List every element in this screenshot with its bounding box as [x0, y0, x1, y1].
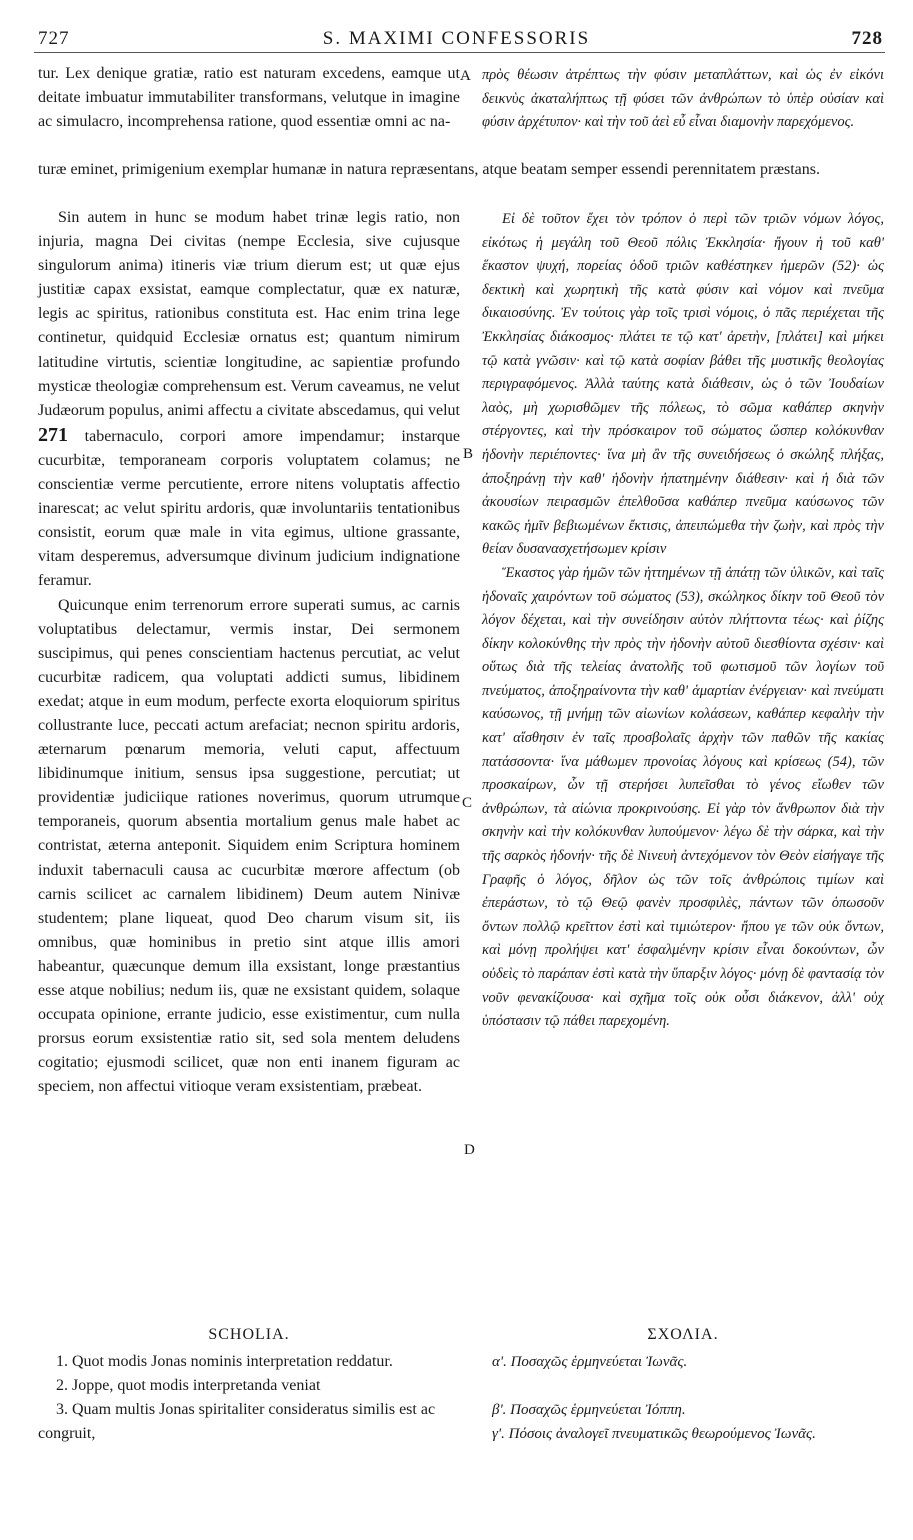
scholia-latin-heading: SCHOLIA.: [208, 1326, 290, 1343]
scholia-latin-item-3: 3. Quam multis Jonas spiritaliter consideratus similis est ac congruit,: [38, 1401, 436, 1443]
latin-paragraph-1-a: Sin autem in hunc se modum habet trinæ legis ratio, non injuria, magna Dei civitas (nempe Ecclesia, sive cujusque singulorum anima) itineris viæ trium dierum est; ut quæ ejus justitiæ capax exsistat, eamque complectatur, quæ ex naturæ, legis ac spiritus, rationibus constituta est. Hac enim trina lege continetur, quidquid Ecclesiæ ornatus est; quantum nimirum latitudine virtutis, scientiæ longitudine, ac sapientiæ profundo mysticæ theologiæ comprehensum est. Verum caveamus, ne velut Judæorum populus, animi affectu a civitate abscedamus, qui velut: [38, 209, 460, 419]
margin-letter-c: C: [462, 795, 473, 811]
latin-top-text: tur. Lex denique gratiæ, ratio est naturam excedens, eamque ut deitate imbuatur immutabiliter transformans, velutque in imagine ac simulacro, incomprehensa ratione, quod essentiæ omni ac na-: [38, 65, 460, 131]
latin-paragraph-1-b: tabernaculo, corpori amore impendamur; instarque cucurbitæ, temporaneam corporis voluptatem colamus; ne conscientiæ verme percutiente, errore nitens voluptatis affectio inarescat; ac velut spiritu ardoris, quæ involuntariis tentationibus consistit, eorum quæ male in vita egimus, ultione grassante, vitam desperemus, adversumque divinum judicium indignatione feramur.: [38, 427, 461, 590]
greek-top-continuation: [482, 64, 884, 135]
latin-spanning-lines: [38, 158, 884, 182]
scholia-greek-item-3: γ'. Πόσοις ἀναλογεῖ πνευματικῶς θεωρούμενος Ἰωνᾶς.: [492, 1426, 816, 1443]
greek-paragraph-2: Ἕκαστος γὰρ ἡμῶν τῶν ἡττημένων τῇ ἀπάτῃ τῶν ὑλικῶν, καὶ ταῖς ἡδοναῖς χαιρόντων τοῦ σώματος (53), σκώληκος δίκην τοῦ Θεοῦ τὸν λόγον δέχεται, καὶ τὴν συνείδησιν αὐτὸν πλήττοντα τέως· καὶ ῥίζης δίκην κολοκύνθης τὴν πρὸς τὴν ἡδονὴν αὐτοῦ διεσθίοντα σχέσιν· καὶ οὕτως διὰ τῆς τελείας ἀνατολῆς τοῦ φωτισμοῦ τῶν λογίων τοῦ πνεύματος, ἀποξηραίνοντα τὴν καθ' ἁμαρτίαν ἐνέργειαν· καὶ πνεύματι καύσωνος, τῇ μνήμῃ τῶν αἰωνίων κολάσεων, καθάπερ κεφαλὴν τὴν κατ' αἴσθησιν ἐν ταῖς προσβολαῖς ἀρχὴν τῶν παθῶν τῆς κακίας πατάσσοντα· ἵνα μάθωμεν προνοίας λόγους καὶ κρίσεως (54), τῶν προσκαίρων, ὧν τῇ στερήσει λυπεῖσθαι τὸ γένος εἴωθεν τῶν ἀνθρώπων, τὰ αἰώνια προκρινούσης. Εἰ γὰρ τὸν ἄνθρωπον διὰ τὴν σκηνὴν καὶ τὴν κολόκυνθαν λυπούμενον· λέγω δὲ τὴν σάρκα, καὶ τὴν τῆς σαρκὸς ἡδονήν· τῆς δὲ Νινευὴ ἀντεχόμενον τὸν Θεὸν εἰσήγαγε τῆς Γραφῆς ὁ λόγος, δῆλον ὡς τῶν τοῖς ἀνθρώποις τιμίων καὶ ἐπεράστων, τὸ τῷ Θεῷ φανὲν προσφιλὲς, πάντων τῶν ὁπωσοῦν ὄντων πολλῷ κρεῖττον ἐστὶ καὶ τιμιώτερον· ἤπου γε τῶν οὐκ ὄντων, καὶ μόνῃ προλήψει κατ' ἐσφαλμένην κρίσιν εἶναι δοκούντων, ὧν οὐδεὶς τὸ παράπαν ἐστὶ κατὰ τὴν ὕπαρξιν λόγος· μόνῃ δὲ φαντασίᾳ τὸν νοῦν φενακίζουσα· καὶ σχῆμα τοῖς οὐκ οὖσι διάκενον, ἀλλ' οὐχ ὑπόστασιν τῷ πάθει παρεχομένη.: [482, 564, 884, 1030]
scholia-latin-item-1: 1. Quot modis Jonas nominis interpretation reddatur.: [56, 1353, 393, 1370]
latin-paragraph-1: [38, 206, 460, 594]
page-number-right: 728: [851, 28, 883, 49]
header-rule: [34, 52, 885, 53]
greek-column: [482, 208, 884, 1034]
scholia-greek-item-2: β'. Ποσαχῶς ἑρμηνεύεται Ἰόππη.: [492, 1402, 686, 1419]
scholia-latin-list: [38, 1350, 460, 1446]
scholia-greek-heading: ΣΧΟΛΙΑ.: [647, 1326, 719, 1343]
latin-top-continuation: [38, 62, 460, 134]
scholia-greek-list: [492, 1350, 884, 1446]
greek-paragraph-1: Εἰ δὲ τοῦτον ἔχει τὸν τρόπον ὁ περὶ τῶν τριῶν νόμων λόγος, εἰκότως ἡ μεγάλη τοῦ Θεοῦ πόλις Ἐκκλησία· ἤγουν ἡ τοῦ καθ' ἕκαστον ψυχή, πορείας ὁδοῦ τριῶν καθέστηκεν ἡμερῶν (52)· ὡς δεκτικὴ καὶ χωρητικὴ τῆς κατὰ φύσιν καὶ νόμον καὶ πνεῦμα δικαιοσύνης. Ἐν τούτοις γὰρ τοῖς τρισὶ νόμοις, ὁ πᾶς περιέχεται τῆς Ἐκκλησίας διάκοσμος· πλάτει τε τῷ κατ' ἀρετὴν, [πλάτει] καὶ μήκει τῷ κατὰ γνῶσιν· καὶ τῷ κατὰ σοφίαν βάθει τῆς μυστικῆς θεολογίας περιγραφόμενος. Ἀλλὰ ταύτης κατὰ διάθεσιν, ὡς ὁ τῶν Ἰουδαίων λαὸς, μὴ χωρισθῶμεν τῆς πόλεως, τὸ σῶμα καθάπερ σκηνὴν στέργοντες, καὶ τὴν πρόσκαιρον τοῦ σώματος ὥσπερ κολόκυνθαν ἡδονὴν περιέποντες· ἵνα μὴ ἂν τῆς συνειδήσεως ὁ σκώληξ πλήξας, ἀποξηράνῃ τὴν καθ' ἡδονὴν ἠπατημένην διάθεσιν· καὶ ἡ διὰ τῶν ἀκουσίων πειρασμῶν ἐπελθοῦσα καθάπερ πνεῦμα καύσωνος τῶν κακῶς ἡμῖν βεβιωμένων ἔκτισις, ἀπειπώμεθα τὴν ζωὴν, καὶ πρὸς τὴν θείαν δυσανασχετήσωμεν κρίσιν: [482, 211, 884, 558]
margin-letter-b: B: [463, 446, 474, 462]
page-number-left: 727: [38, 28, 70, 49]
latin-spanning-text: turæ eminet, primigenium exemplar humanæ in natura repræsentans, atque beatam semper essendi perennitatem præstans.: [38, 161, 820, 178]
scholia-latin-item-2: 2. Joppe, quot modis interpretanda veniat: [56, 1377, 321, 1395]
column-number-marker: 271: [38, 423, 68, 446]
running-title: S. MAXIMI CONFESSORIS: [322, 28, 591, 49]
latin-column: [38, 206, 460, 1099]
margin-letter-a: A: [460, 68, 471, 84]
greek-top-text: πρὸς θέωσιν ἀτρέπτως τὴν φύσιν μεταπλάττων, καὶ ὡς ἐν εἰκόνι δεικνὺς ἀκαταλήπτως τῇ φύσει τῶν ἀνθρώπων τὸ ὑπὲρ οὐσίαν καὶ φύσιν ἀρχέτυπον· καὶ τὴν τοῦ ἀεὶ εὖ εἶναι διαμονὴν παρεχόμενος.: [482, 67, 884, 131]
margin-letter-d: D: [464, 1142, 475, 1158]
running-header: [0, 10, 913, 50]
latin-paragraph-2: Quicunque enim terrenorum errore superati sumus, ac carnis voluptatibus delectamur, vermis instar, Dei sermonem suscipimus, qui penes conscientiam hactenus percutiat, ac velut cucurbitæ radicem, qua voluptati addicti sumus, libidinem exedat; atque in eum modum, perfecte exorta eloquiorum spiritus collustrante luce, peccati actum arefaciat; necnon spiritu ardoris, æternarum pœnarum memoria, veluti caput, affectuum libidinumque initium, sensus ipsa suggestione, percutiat; ut providentiæ judiciique rationes noverimus, quorum utrumque temporaneis, quorum absentia mortalium genus male habet ac contristat, æterna anteponit. Siquidem enim Scriptura hominem induxit tabernaculi causa ac cucurbitæ mœrore affectum (ob carnis scilicet ac carnalem libidinem) Deum autem Ninivæ studentem; plane liqueat, quod Deo charum visum sit, iis omnibus, quæ hominibus in pretio sint atque illis amori habeantur, quæcunque demum illa exsistant, longe præstantius esse atque nobilius; nedum iis, quæ ne exsistant quidem, solaque occupata opinione, errante judicio, esse existimentur, cum nulla prorsus eorum exsistentiæ ratio sit, sed sola mentem deludens cogitatio; ejusmodi scilicet, quæ non enti inanem figuram ac speciem, non affectui vitioque veram exsistentiam, præbeat.: [38, 596, 460, 1096]
scholia-greek-item-1: α'. Ποσαχῶς ἑρμηνεύεται Ἰωνᾶς.: [492, 1354, 688, 1370]
